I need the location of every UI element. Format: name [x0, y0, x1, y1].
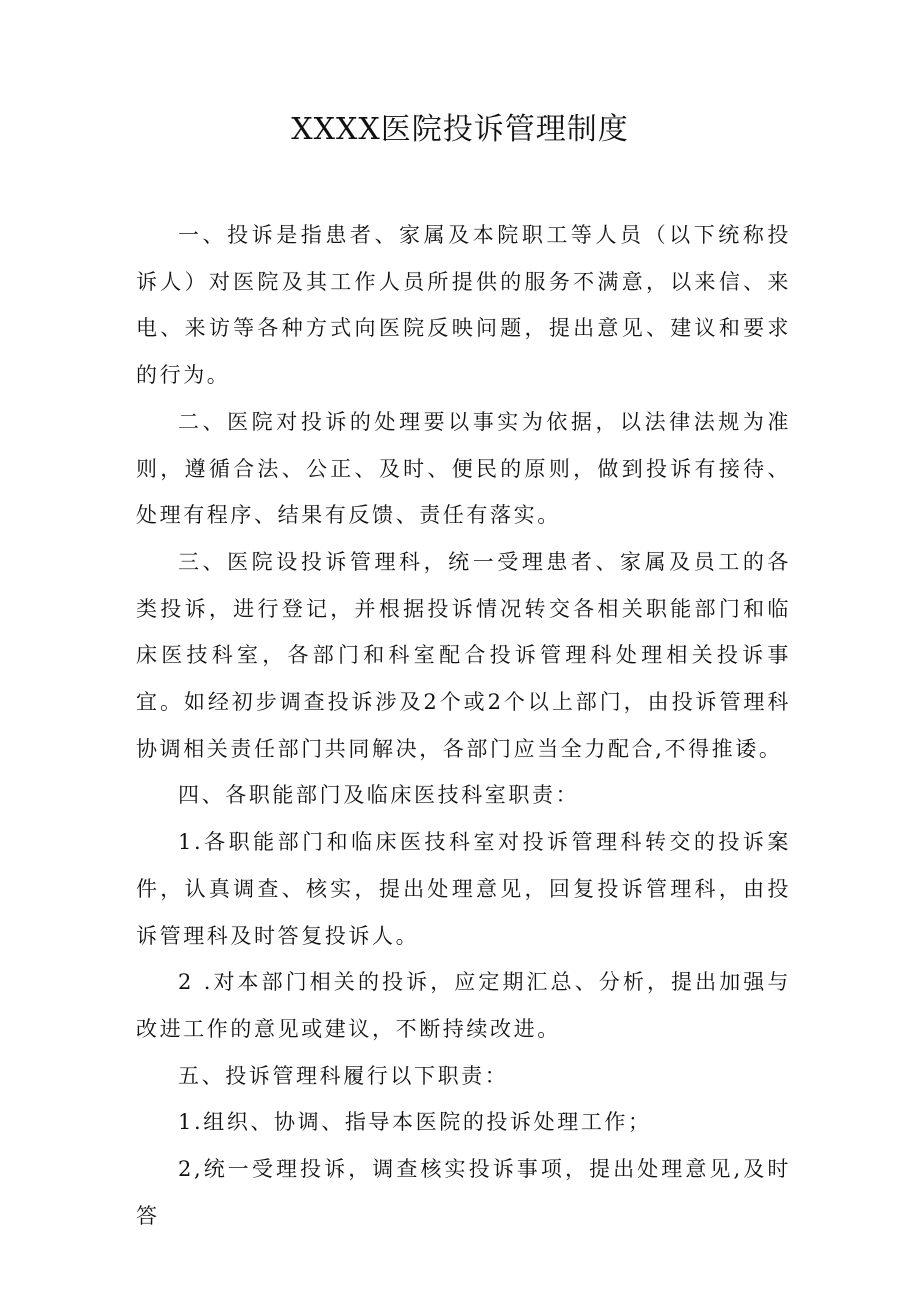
document-title: XXXX医院投诉管理制度	[291, 112, 629, 147]
paragraph-complaint-department: 三、医院设投诉管理科，统一受理患者、家属及员工的各类投诉，进行登记，并根据投诉情况转交各相关职能部门和临床医技科室，各部门和科室配合投诉管理科处理相关投诉事宜。如经初步调查投诉涉及2个或2个以上部门，由投诉管理科协调相关责任部门共同解决，各部门应当全力配合,不得推诿。	[136, 549, 791, 761]
paragraph-management-duties-heading: 五、投诉管理科履行以下职责：	[178, 1063, 509, 1088]
paragraph-management-duty-1: 1.组织、协调、指导本医院的投诉处理工作；	[178, 1110, 652, 1135]
paragraph-management-duty-2: 2,统一受理投诉，调查核实投诉事项，提出处理意见,及时答	[136, 1157, 791, 1228]
paragraph-complaint-definition: 一、投诉是指患者、家属及本院职工等人员（以下统称投诉人）对医院及其工作人员所提供的服务不满意，以来信、来电、来访等各种方式向医院反映问题，提出意见、建议和要求的行为。	[136, 223, 791, 388]
paragraph-department-duties-heading: 四、各职能部门及临床医技科室职责：	[178, 783, 580, 808]
paragraph-department-duty-1: 1.各职能部门和临床医技科室对投诉管理科转交的投诉案件，认真调查、核实，提出处理意见，回复投诉管理科，由投诉管理科及时答复投诉人。	[136, 830, 791, 948]
paragraph-handling-principles: 二、医院对投诉的处理要以事实为依据，以法律法规为准则，遵循合法、公正、及时、便民的原则，做到投诉有接待、处理有程序、结果有反馈、责任有落实。	[136, 409, 791, 528]
paragraph-department-duty-2: 2 .对本部门相关的投诉，应定期汇总、分析，提出加强与改进工作的意见或建议，不断持续改进。	[136, 970, 791, 1041]
document-body	[136, 212, 791, 1239]
